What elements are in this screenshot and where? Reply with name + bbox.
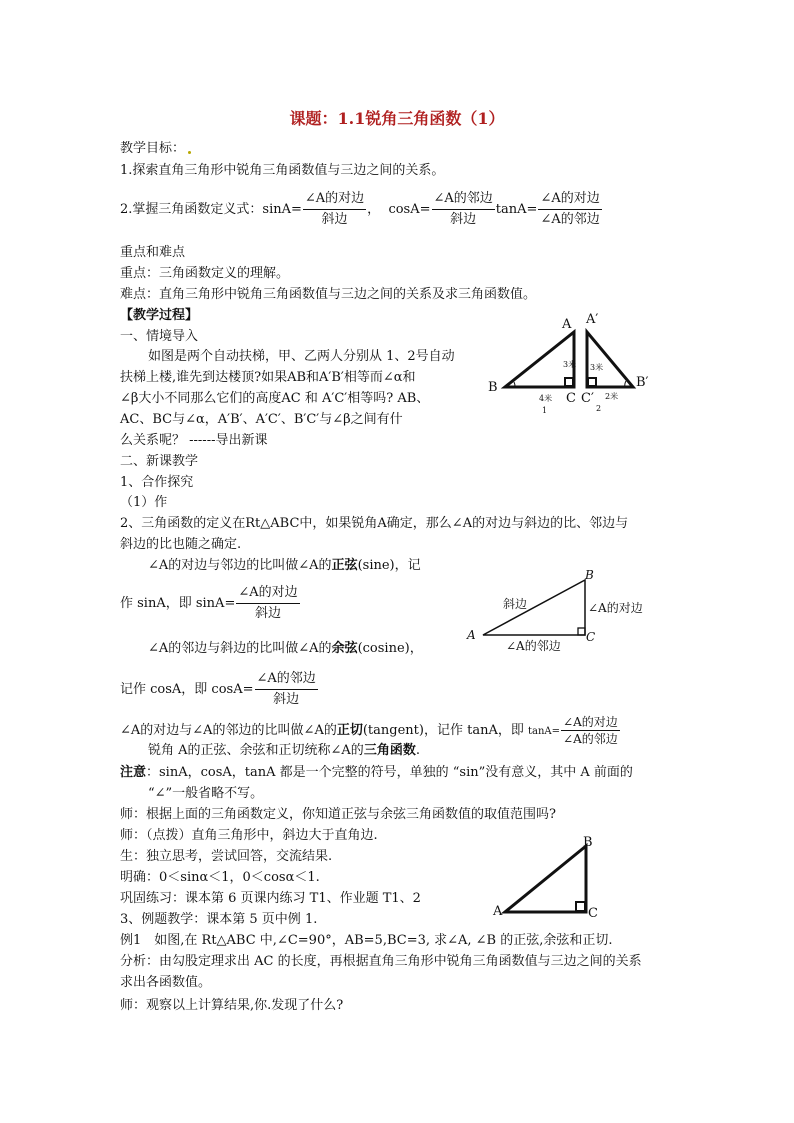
key-point: 重点：三角函数定义的理解。 bbox=[120, 266, 290, 281]
difficulty: 难点：直角三角形中锐角三角函数值与三边之间的关系及求三角函数值。 bbox=[120, 287, 537, 302]
sin-numerator: ∠A的对边 bbox=[303, 190, 366, 210]
sine-numerator: ∠A的对边 bbox=[236, 584, 299, 604]
fig1-height-2: 3米 bbox=[590, 363, 604, 372]
fig1-label-B-prime: B′ bbox=[636, 375, 649, 390]
comma: ， bbox=[367, 202, 381, 217]
intro-line-5: 么关系呢？ ------导出新课 bbox=[120, 433, 268, 448]
cosine-english: (cosine)， bbox=[357, 641, 423, 656]
tangent-term: 正切 bbox=[336, 723, 363, 738]
right-angle-mark-3 bbox=[578, 628, 585, 635]
tangent-label: tanA= bbox=[527, 726, 561, 737]
summary-period: . bbox=[415, 743, 420, 758]
analysis-line-2: 求出各函数值。 bbox=[120, 975, 212, 990]
fig1-base-1: 4米 bbox=[539, 394, 553, 403]
objective-1: 1.探索直角三角形中锐角三角函数值与三边之间的关系。 bbox=[120, 163, 445, 178]
objective-2 bbox=[120, 190, 603, 229]
note-line-2: “∠”一般省略不写。 bbox=[148, 786, 264, 801]
fig1-base-2: 2米 bbox=[605, 392, 619, 401]
fig2-hypotenuse-label: 斜边 bbox=[503, 597, 528, 611]
objective-2-prefix: 2.掌握三角函数定义式：sinA= bbox=[120, 202, 302, 217]
intro-line-3: ∠β大小不同那么它们的高度AC 和 A′C′相等吗? AB、 bbox=[120, 391, 430, 406]
definition-triangle-shape bbox=[483, 580, 585, 635]
fig1-label-C: C bbox=[566, 391, 576, 406]
tangent-fraction bbox=[561, 715, 620, 746]
cos-label: cosA= bbox=[388, 202, 431, 217]
cosine-text: ∠A的邻边与斜边的比叫做∠A的 bbox=[148, 641, 332, 656]
sine-fraction bbox=[236, 584, 299, 623]
page-title: 课题：1.1锐角三角函数（1） bbox=[289, 109, 505, 128]
fig1-label-C-prime: C′ bbox=[581, 391, 594, 406]
cosine-term: 余弦 bbox=[331, 641, 358, 656]
cosine-definition bbox=[148, 640, 423, 657]
teacher-hint: 师：（点拨）直角三角形中，斜边大于直角边. bbox=[120, 828, 378, 843]
cosine-formula bbox=[120, 670, 319, 709]
marker-dot bbox=[188, 151, 191, 154]
process-heading: 【教学过程】 bbox=[120, 308, 199, 323]
fig2-label-B: B bbox=[585, 568, 594, 582]
sine-formula bbox=[120, 584, 301, 623]
cos-denominator: 斜边 bbox=[450, 212, 477, 227]
example-triangle bbox=[500, 840, 595, 918]
definition-triangle bbox=[475, 575, 595, 640]
right-angle-mark-2 bbox=[588, 378, 596, 386]
intro-line-1: 如图是两个自动扶梯，甲、乙两人分别从 1、2号自动 bbox=[148, 349, 455, 364]
tan-denominator: ∠A的邻边 bbox=[540, 212, 600, 227]
note-text: ：sinA，cosA，tanA 都是一个完整的符号，单独的 “sin”没有意义，其中 A 前面的 bbox=[146, 765, 633, 780]
key-difficulty-heading: 重点和难点 bbox=[120, 245, 186, 260]
cosine-numerator: ∠A的邻边 bbox=[255, 670, 318, 690]
practice: 巩固练习：课本第 6 页课内练习 T1、作业题 T1、2 bbox=[120, 891, 421, 906]
fig2-label-A: A bbox=[467, 628, 476, 642]
fig3-label-B: B bbox=[583, 835, 593, 850]
sine-notation: 作 sinA，即 sinA= bbox=[120, 596, 236, 611]
clarification: 明确：0＜sinα＜1，0＜cosα＜1. bbox=[120, 870, 320, 885]
subsection-1: 1、合作探究 bbox=[120, 475, 194, 490]
example-teaching: 3、例题教学：课本第 5 页中例 1. bbox=[120, 912, 318, 927]
section-1-heading: 一、情境导入 bbox=[120, 329, 199, 344]
summary-term: 三角函数 bbox=[363, 743, 416, 758]
example-1: 例1 如图,在 Rt△ABC 中,∠C=90°，AB=5,BC=3, 求∠A, ∠B 的正弦,余弦和正切. bbox=[120, 933, 613, 948]
fig1-number-2: 2 bbox=[596, 404, 602, 413]
cos-numerator: ∠A的邻边 bbox=[432, 190, 495, 210]
teacher-question: 师：根据上面的三角函数定义，你知道正弦与余弦三角函数值的取值范围吗? bbox=[120, 807, 556, 822]
definition-line-1: 2、三角函数的定义在Rt△ABC中，如果锐角A确定，那么∠A的对边与斜边的比、邻边与 bbox=[120, 516, 629, 531]
tangent-english: (tangent)，记作 tanA，即 bbox=[362, 723, 524, 738]
fig2-adjacent-label: ∠A的邻边 bbox=[506, 639, 561, 653]
summary bbox=[148, 742, 420, 759]
example-triangle-shape bbox=[505, 846, 586, 912]
fig2-label-C: C bbox=[586, 630, 596, 644]
right-angle-mark-4 bbox=[576, 902, 585, 911]
tangent-text: ∠A的对边与∠A的邻边的比叫做∠A的 bbox=[120, 723, 337, 738]
tan-label: tanA= bbox=[495, 202, 538, 217]
fig1-label-A-prime: A′ bbox=[586, 312, 599, 327]
sine-english: (sine)，记 bbox=[357, 558, 421, 573]
analysis-line-1: 分析：由勾股定理求出 AC 的长度，再根据直角三角形中锐角三角函数值与三边之间的关系 bbox=[120, 954, 642, 969]
sin-fraction bbox=[303, 190, 366, 229]
student-response: 生：独立思考，尝试回答，交流结果. bbox=[120, 849, 333, 864]
fig1-label-A: A bbox=[562, 317, 572, 332]
cosine-denominator: 斜边 bbox=[273, 692, 300, 707]
sine-denominator: 斜边 bbox=[254, 606, 281, 621]
cosine-notation: 记作 cosA，即 cosA= bbox=[120, 682, 254, 697]
note-label: 注意 bbox=[120, 765, 147, 780]
section-2-heading: 二、新课教学 bbox=[120, 454, 199, 469]
definition-line-2: 斜边的比也随之确定. bbox=[120, 537, 242, 552]
teacher-observe: 师：观察以上计算结果,你.发现了什么? bbox=[120, 998, 344, 1013]
cosine-fraction bbox=[255, 670, 318, 709]
sine-text: ∠A的对边与邻边的比叫做∠A的 bbox=[148, 558, 332, 573]
fig3-label-C: C bbox=[588, 906, 598, 921]
note-line-1 bbox=[120, 764, 633, 781]
fig2-opposite-label: ∠A的对边 bbox=[588, 601, 643, 615]
cos-fraction bbox=[432, 190, 495, 229]
intro-line-4: AC、BC与∠α，A′B′、A′C′、B′C′与∠β之间有什 bbox=[120, 412, 403, 427]
sine-term: 正弦 bbox=[331, 558, 358, 573]
fig1-label-B: B bbox=[488, 380, 498, 395]
tan-numerator: ∠A的对边 bbox=[538, 190, 601, 210]
right-angle-mark-1 bbox=[565, 378, 573, 386]
summary-text: 锐角 A的正弦、余弦和正切统称∠A的 bbox=[148, 743, 364, 758]
intro-line-2: 扶梯上楼,谁先到达楼顶?如果AB和A′B′相等而∠α和 bbox=[120, 370, 416, 385]
objectives-heading: 教学目标： bbox=[120, 141, 186, 156]
fig3-label-A: A bbox=[493, 904, 503, 919]
tan-fraction bbox=[538, 190, 601, 229]
fig1-height-1: 3米 bbox=[563, 360, 577, 369]
sine-definition bbox=[148, 557, 421, 574]
subsection-1a: （1）作 bbox=[120, 495, 168, 510]
fig1-number-1: 1 bbox=[542, 406, 548, 415]
sin-denominator: 斜边 bbox=[321, 212, 348, 227]
tangent-denominator: ∠A的邻边 bbox=[563, 732, 618, 746]
tangent-numerator: ∠A的对边 bbox=[563, 715, 618, 729]
